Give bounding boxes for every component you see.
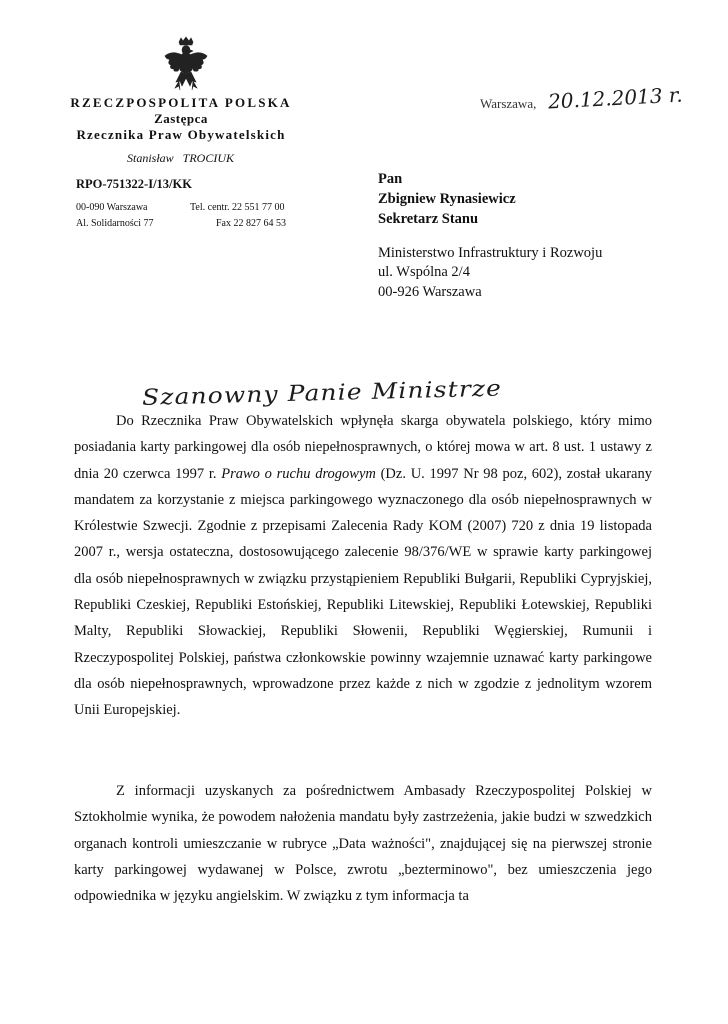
- date-place: Warszawa,: [480, 96, 537, 111]
- handwritten-date-text: 20.12.2013 r.: [547, 82, 684, 114]
- sender-phone: Tel. centr. 22 551 77 00: [190, 202, 285, 213]
- institution-office: Rzecznika Praw Obywatelskich: [76, 127, 286, 142]
- recipient-street: ul. Wspólna 2/4: [378, 264, 470, 280]
- polish-eagle-emblem-icon: [162, 36, 210, 96]
- act-title: Prawo o ruchu drogowym: [221, 465, 376, 482]
- handwritten-salutation-text: Szanowny Panie Ministrze: [141, 377, 461, 411]
- body-paragraph-1-part-b: (Dz. U. 1997 Nr 98 poz, 602), został ukarany mandatem za korzystanie z miejsca parkingowego wyznaczonego dla osób niepełnosprawnych w Królestwie Szwecji. Zgodnie z przepisami Zalecenia Rady KOM (2007) 720 z dnia 19 listopada 2007 r., wersja ostateczna, dostosowującego zalecenie 98/376/WE w sprawie karty parkingowej dla osób niepełnosprawnych w związku przystąpieniem Republiki Bułgarii, Republiki Cypryjskiej, Republiki Czeskiej, Republiki Estońskiej, Republiki Litewskiej, Republiki Łotewskiej, Republiki Malty, Republiki Słowackiej, Republiki Słowenii, Republiki Węgierskiej, Rumunii i Rzeczypospolitej Polskiej, państwa członkowskie powinny wzajemnie uznawać karty parkingowe dla osób niepełnosprawnych, wprowadzone przez każde z nich w zgodzie z jednolitym wzorem Unii Europejskiej.: [74, 465, 652, 719]
- body-paragraph-1-part-a: Do Rzecznika Praw Obywatelskich wpłynęła skarga obywatela polskiego, który mimo posiadania karty parkingowej dla osób niepełnosprawnych, o której mowa w art. 8 ust. 1 ustawy z dnia 20 czerwca 1997 r.: [74, 413, 652, 482]
- institution-role: Zastępca: [154, 111, 208, 126]
- body-paragraph-1: [74, 408, 652, 724]
- sender-fax: Fax 22 827 64 53: [216, 218, 286, 229]
- body-paragraph-2: Z informacji uzyskanych za pośrednictwem Ambasady Rzeczypospolitej Polskiej w Sztokholmie wynika, że powodem nałożenia mandatu były zastrzeżenia, jakie budzi w szwedzkich organach kontroli umieszczanie w rubryce „Data ważności", znajdującej się na pierwszej stronie karty parkingowej wydawanej w Polsce, zwrotu „bezterminowo", bez umieszczenia jego odpowiednika w języku angielskim. W związku z tym informacja ta: [74, 783, 652, 905]
- sender-address-city: 00-090 Warszawa: [76, 202, 148, 213]
- reference-number: RPO-751322-I/13/KK: [76, 177, 192, 191]
- recipient-name: Zbigniew Rynasiewicz: [378, 191, 516, 207]
- recipient-salutation: Pan: [378, 171, 403, 187]
- handwritten-salutation: [138, 372, 518, 412]
- institution-name: RZECZPOSPOLITA POLSKA: [70, 95, 292, 110]
- recipient-city: 00-926 Warszawa: [378, 284, 482, 300]
- recipient-ministry: Ministerstwo Infrastruktury i Rozwoju: [378, 245, 603, 261]
- recipient-title: Sekretarz Stanu: [378, 211, 479, 227]
- official-name: Stanisław TROCIUK: [127, 151, 235, 165]
- sender-address-street: Al. Solidarności 77: [76, 218, 154, 229]
- handwritten-date: [546, 78, 692, 116]
